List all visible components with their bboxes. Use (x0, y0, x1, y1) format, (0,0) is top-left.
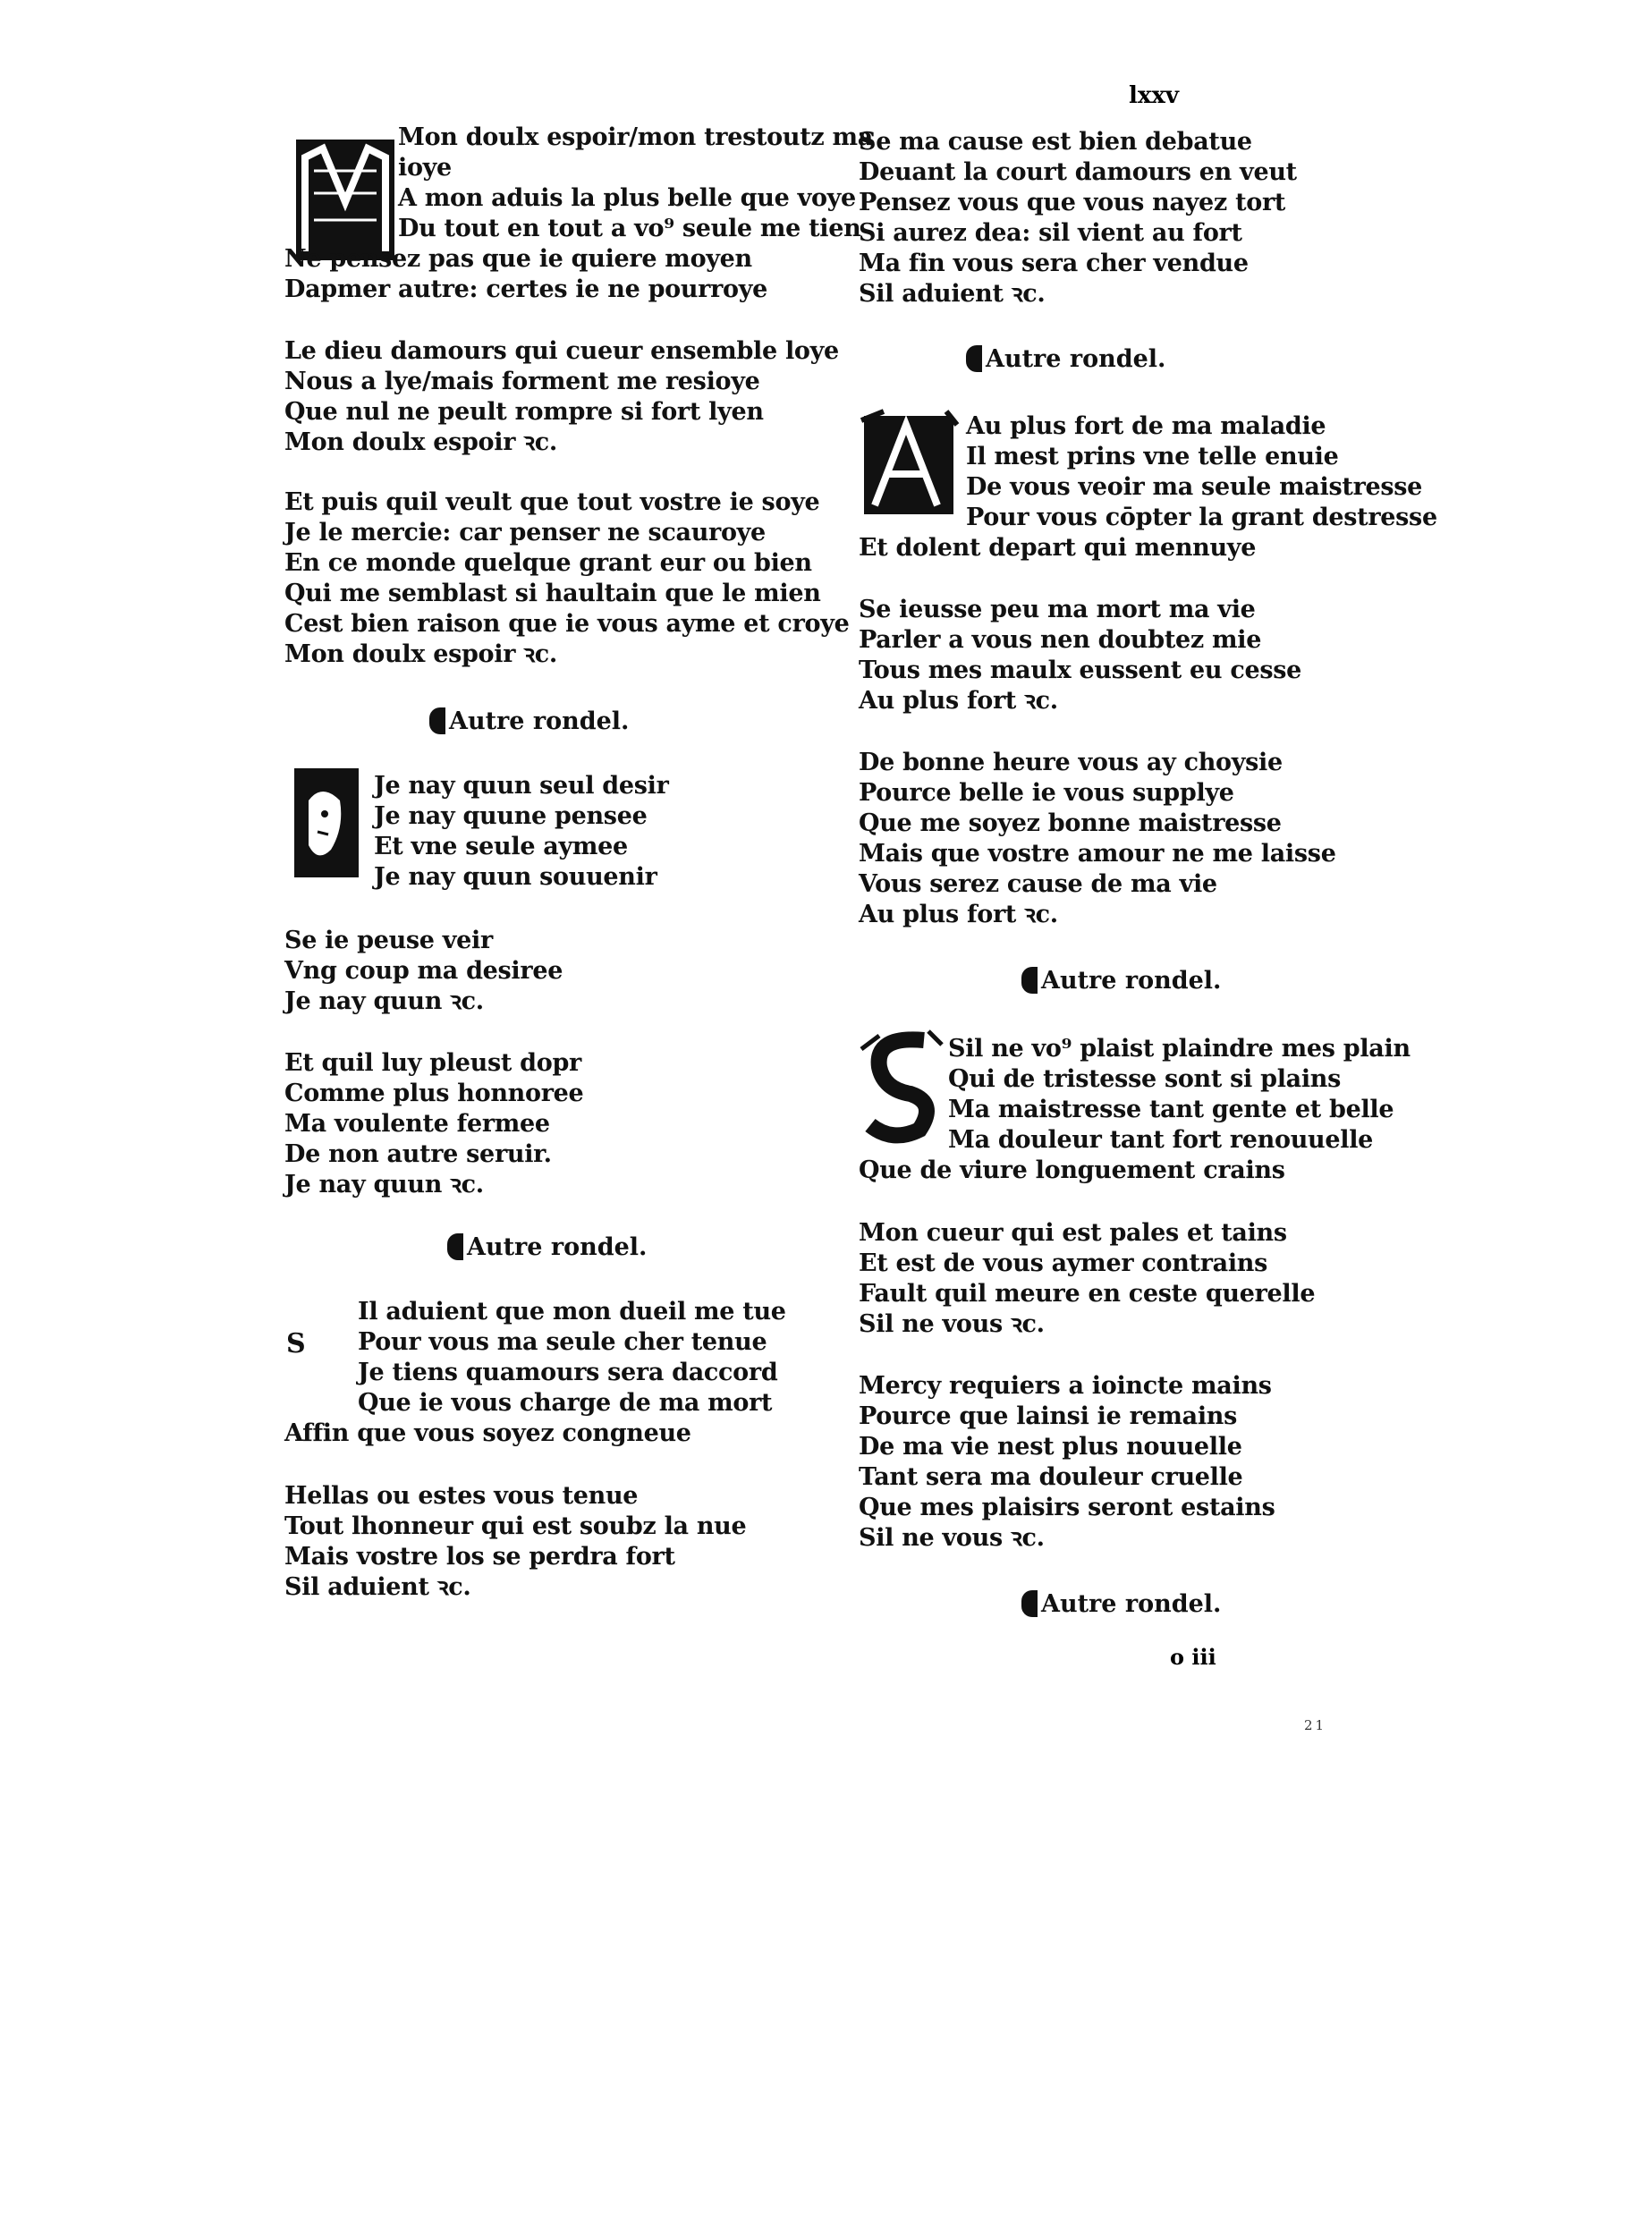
poem1-line: Mon doulx espoir ꝛc. (284, 640, 557, 668)
poem3-line: Mais vostre los se perdra fort (284, 1543, 675, 1571)
section-heading (966, 344, 1165, 375)
poem1-line: Et puis quil veult que tout vostre ie soye (284, 488, 820, 516)
poem2-line: Je nay quun ꝛc. (284, 987, 484, 1015)
poem1-line: Que nul ne peult rompre si fort lyen (284, 398, 764, 426)
decorated-initial-s-icon (857, 1027, 946, 1148)
poem2-line: Se ie peuse veir (284, 927, 493, 954)
poem1-line: Qui me semblast si haultain que le mien (284, 580, 821, 607)
decorated-initial-a-icon (857, 407, 960, 519)
poem1-line: Mon doulx espoir/mon trestoutz ma (398, 123, 873, 151)
poem5-line: Que mes plaisirs seront estains (859, 1494, 1275, 1521)
poem3-line: Affin que vous soyez congneue (284, 1419, 691, 1447)
pilcrow-icon (966, 345, 982, 372)
poem1-cont-line: Se ma cause est bien debatue (859, 128, 1252, 156)
poem5-line: Que de viure longuement crains (859, 1156, 1285, 1184)
poem4-line: Pource belle ie vous supplye (859, 779, 1234, 807)
poem3-line: Hellas ou estes vous tenue (284, 1482, 639, 1510)
poem1-line: ioye (398, 154, 452, 182)
section-heading (1021, 1589, 1221, 1620)
poem4-line: Au plus fort ꝛc. (859, 901, 1058, 928)
poem1-line: Ne pensez pas que ie quiere moyen (284, 245, 752, 273)
section-heading (447, 1232, 647, 1263)
poem5-line: Qui de tristesse sont si plains (948, 1065, 1342, 1093)
poem5-line: Sil ne vous ꝛc. (859, 1524, 1045, 1552)
heading-text: Autre rondel. (1041, 1590, 1222, 1618)
poem2-line: Je nay quun souuenir (374, 863, 657, 891)
poem5-line: Fault quil meure en ceste querelle (859, 1280, 1316, 1308)
poem4-line: Que me soyez bonne maistresse (859, 809, 1282, 837)
poem4-line: Au plus fort de ma maladie (966, 412, 1326, 440)
poem4-line: Pour vous cōpter la grant destresse (966, 504, 1437, 531)
heading-text: Autre rondel. (986, 345, 1166, 373)
decorated-initial-j-face (291, 765, 362, 881)
poem1-line: A mon aduis la plus belle que voye (398, 184, 856, 212)
folio-number-top: lxxv (1129, 82, 1179, 109)
heading-text: Autre rondel. (1041, 967, 1222, 995)
poem2-line: Et vne seule aymee (374, 833, 628, 860)
poem5-line: Pource que lainsi ie remains (859, 1402, 1238, 1430)
poem5-line: Mercy requiers a ioincte mains (859, 1372, 1272, 1400)
poem3-line: Tout lhonneur qui est soubz la nue (284, 1512, 747, 1540)
poem4-line: Il mest prins vne telle enuie (966, 443, 1339, 470)
poem2-line: Vng coup ma desiree (284, 957, 563, 985)
poem5-line: Ma maistresse tant gente et belle (948, 1096, 1394, 1123)
pilcrow-icon (429, 707, 445, 734)
pilcrow-icon (1021, 967, 1038, 994)
decorated-initial-s (857, 1027, 946, 1148)
page-number: 21 (1304, 1717, 1327, 1733)
poem1-line: Dapmer autre: certes ie ne pourroye (284, 275, 768, 303)
poem5-line: De ma vie nest plus nouuelle (859, 1433, 1242, 1461)
poem1-line: Le dieu damours qui cueur ensemble loye (284, 337, 839, 365)
poem1-line: Cest bien raison que ie vous ayme et croye (284, 610, 850, 638)
poem3-line: Que ie vous charge de ma mort (358, 1389, 773, 1417)
poem2-line: Je nay quune pensee (374, 802, 648, 830)
poem4-line: Mais que vostre amour ne me laisse (859, 840, 1336, 868)
poem1-cont-line: Deuant la court damours en veut (859, 158, 1297, 186)
poem2-line: Ma voulente fermee (284, 1110, 550, 1138)
pilcrow-icon (1021, 1590, 1038, 1617)
poem4-line: Tous mes maulx eussent eu cesse (859, 656, 1302, 684)
poem4-line: Vous serez cause de ma vie (859, 870, 1217, 898)
poem4-line: De bonne heure vous ay choysie (859, 749, 1283, 776)
poem4-line: De vous veoir ma seule maistresse (966, 473, 1423, 501)
poem5-line: Sil ne vous ꝛc. (859, 1310, 1045, 1338)
signature-mark: o iii (1170, 1644, 1216, 1670)
poem3-line: Il aduient que mon dueil me tue (358, 1298, 786, 1326)
poem3-line: Sil aduient ꝛc. (284, 1573, 471, 1601)
poem1-line: Je le mercie: car penser ne scauroye (284, 519, 766, 546)
poem5-line: Tant sera ma douleur cruelle (859, 1463, 1243, 1491)
poem1-cont-line: Pensez vous que vous nayez tort (859, 189, 1286, 216)
decorated-initial-a (857, 407, 960, 519)
poem1-line: En ce monde quelque grant eur ou bien (284, 549, 812, 577)
poem1-line: Du tout en tout a vo⁹ seule me tien (398, 215, 861, 242)
poem4-line: Se ieusse peu ma mort ma vie (859, 596, 1256, 623)
pilcrow-icon (447, 1233, 463, 1260)
poem2-line: Et quil luy pleust dopr (284, 1049, 581, 1077)
poem2-line: Je nay quun ꝛc. (284, 1171, 484, 1198)
poem2-line: De non autre seruir. (284, 1140, 552, 1168)
poem1-cont-line: Sil aduient ꝛc. (859, 280, 1046, 308)
heading-text: Autre rondel. (467, 1233, 648, 1261)
poem1-line: Nous a lye/mais forment me resioye (284, 368, 760, 395)
poem2-line: Je nay quun seul desir (374, 772, 669, 800)
poem1-line: Mon doulx espoir ꝛc. (284, 428, 557, 456)
poem5-line: Et est de vous aymer contrains (859, 1249, 1268, 1277)
heading-text: Autre rondel. (449, 707, 630, 735)
poem4-line: Parler a vous nen doubtez mie (859, 626, 1262, 654)
poem2-line: Comme plus honnoree (284, 1080, 584, 1107)
section-heading (1021, 966, 1221, 996)
poem3-line: Je tiens quamours sera daccord (358, 1359, 778, 1386)
poem1-cont-line: Si aurez dea: sil vient au fort (859, 219, 1242, 247)
poem5-line: Ma douleur tant fort renouuelle (948, 1126, 1374, 1154)
ornament-mark: S (286, 1328, 306, 1359)
face-initial-icon (291, 765, 362, 881)
poem4-line: Au plus fort ꝛc. (859, 687, 1058, 715)
poem5-line: Sil ne vo⁹ plaist plaindre mes plain (948, 1035, 1411, 1063)
poem4-line: Et dolent depart qui mennuye (859, 534, 1257, 562)
section-heading (429, 707, 629, 737)
poem3-line: Pour vous ma seule cher tenue (358, 1328, 767, 1356)
poem1-cont-line: Ma fin vous sera cher vendue (859, 250, 1249, 277)
poem5-line: Mon cueur qui est pales et tains (859, 1219, 1287, 1247)
